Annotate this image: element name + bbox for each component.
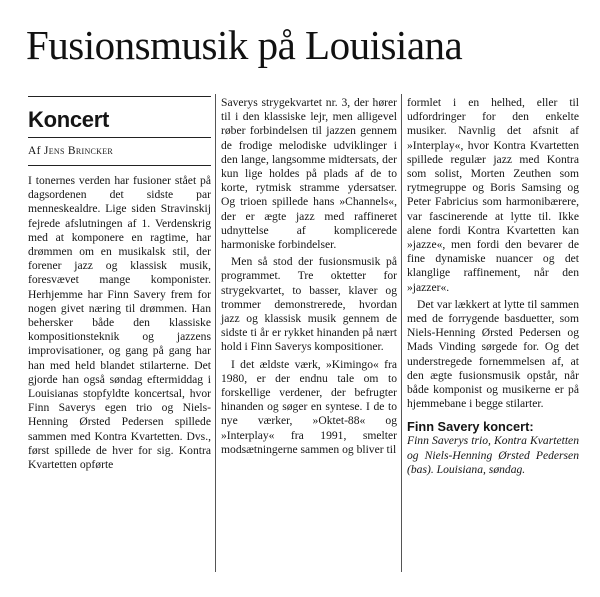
article-column-3	[407, 96, 579, 477]
byline-author: Jens Brincker	[43, 145, 114, 157]
byline-prefix: Af	[28, 145, 44, 157]
article-column-1	[28, 96, 211, 472]
article-column-2	[221, 96, 397, 457]
paragraph: Men så stod der fusionsmusik på programmet. Tre oktetter for strygekvartet, to basser, klaver og trommer demonstrerede, hvordan jazz og klassisk musik gennem de sidste ti år er rykket hinanden på nært hold i Finn Saverys kompositioner.	[221, 255, 397, 354]
kicker-bottom-rule	[28, 137, 211, 138]
paragraph: Saverys strygekvartet nr. 3, der hører til i den klassiske lejr, men alligevel røber forbindelsen til jazzen gennem de frodige melodiske udviklinger i den lange, langsomme midtersats, der kun lige holdes på plads af de to korte, rytmisk stramme ydersatser. Og trioen spillede hans »Channels«, der er ægte jazz med raffineret udnyttelse af komplicerede harmoniske forbindelser.	[221, 96, 397, 252]
kicker-top-rule	[28, 96, 211, 97]
paragraph: formlet i en helhed, eller til udfordringer for den enkelte musiker. Navnlig det afsnit af »Interplay«, hvor Kontra Kvartetten spillede regulær jazz med Kontra som solist, Morten Zeuthen som rytmegruppe og Boris Samsing og Peter Fabricius som harmonibærere, var fascinerende at lytte til. Ikke alene fordi Kontra Kvartetten kan »jazze«, men fordi den bevarer de fine dynamiske nuancer og det klanglige raffinement, når den »jazzer«.	[407, 96, 579, 294]
column-divider	[401, 94, 402, 572]
headline: Fusionsmusik på Louisiana	[26, 22, 463, 68]
factbox-heading: Finn Savery koncert:	[407, 419, 534, 435]
byline-rule	[28, 165, 211, 166]
byline	[28, 143, 211, 159]
section-kicker: Koncert	[28, 107, 110, 132]
paragraph: Det var lækkert at lytte til sammen med de forrygende basduetter, som Niels-Henning Ørsted Pedersen og Mads Vinding sørgede for. Og det understregede fornemmelsen af, at den ægte fusionsmusik opstår, når både komponist og musikerne er på hjemmebane i begge stilarter.	[407, 297, 579, 411]
factbox-body: Finn Saverys trio, Kontra Kvartetten og Niels-Henning Ørsted Pedersen (bas). Louisiana, søndag.	[407, 434, 579, 476]
paragraph: I tonernes verden har fusioner stået på dagsordenen det sidste par menneskealdre. Lige siden Stravinskij fejrede afslutningen af 1. Verdenskrig med at komponere en ragtime, har drømmen om en musikalsk stil, der forener jazz og klassisk musik, foresvævet mange komponister. Herhjemme har Finn Savery frem for nogen givet næring til drømmen. Han behersker både den klassiske kompositionsteknik og jazzens improvisationer, og gang på gang har han med held blandet stilarterne. Det gjorde han også søndag eftermiddag i Louisianas stopfyldte koncertsal, hvor Finn Saverys egen trio og Niels-Henning Ørsted Pedersen spillede sammen med Kontra Kvartetten. Dvs., først spillede de hver for sig. Kontra Kvartetten opførte	[28, 174, 211, 472]
paragraph: I det ældste værk, »Kimingo« fra 1980, er der endnu tale om to forskellige verdener, der befrugter hinanden og søger en syntese. I de to nye værker, »Oktet-88« og »Interplay« fra 1991, smelter modsætningerne sammen og bliver til	[221, 357, 397, 456]
column-divider	[215, 94, 216, 572]
